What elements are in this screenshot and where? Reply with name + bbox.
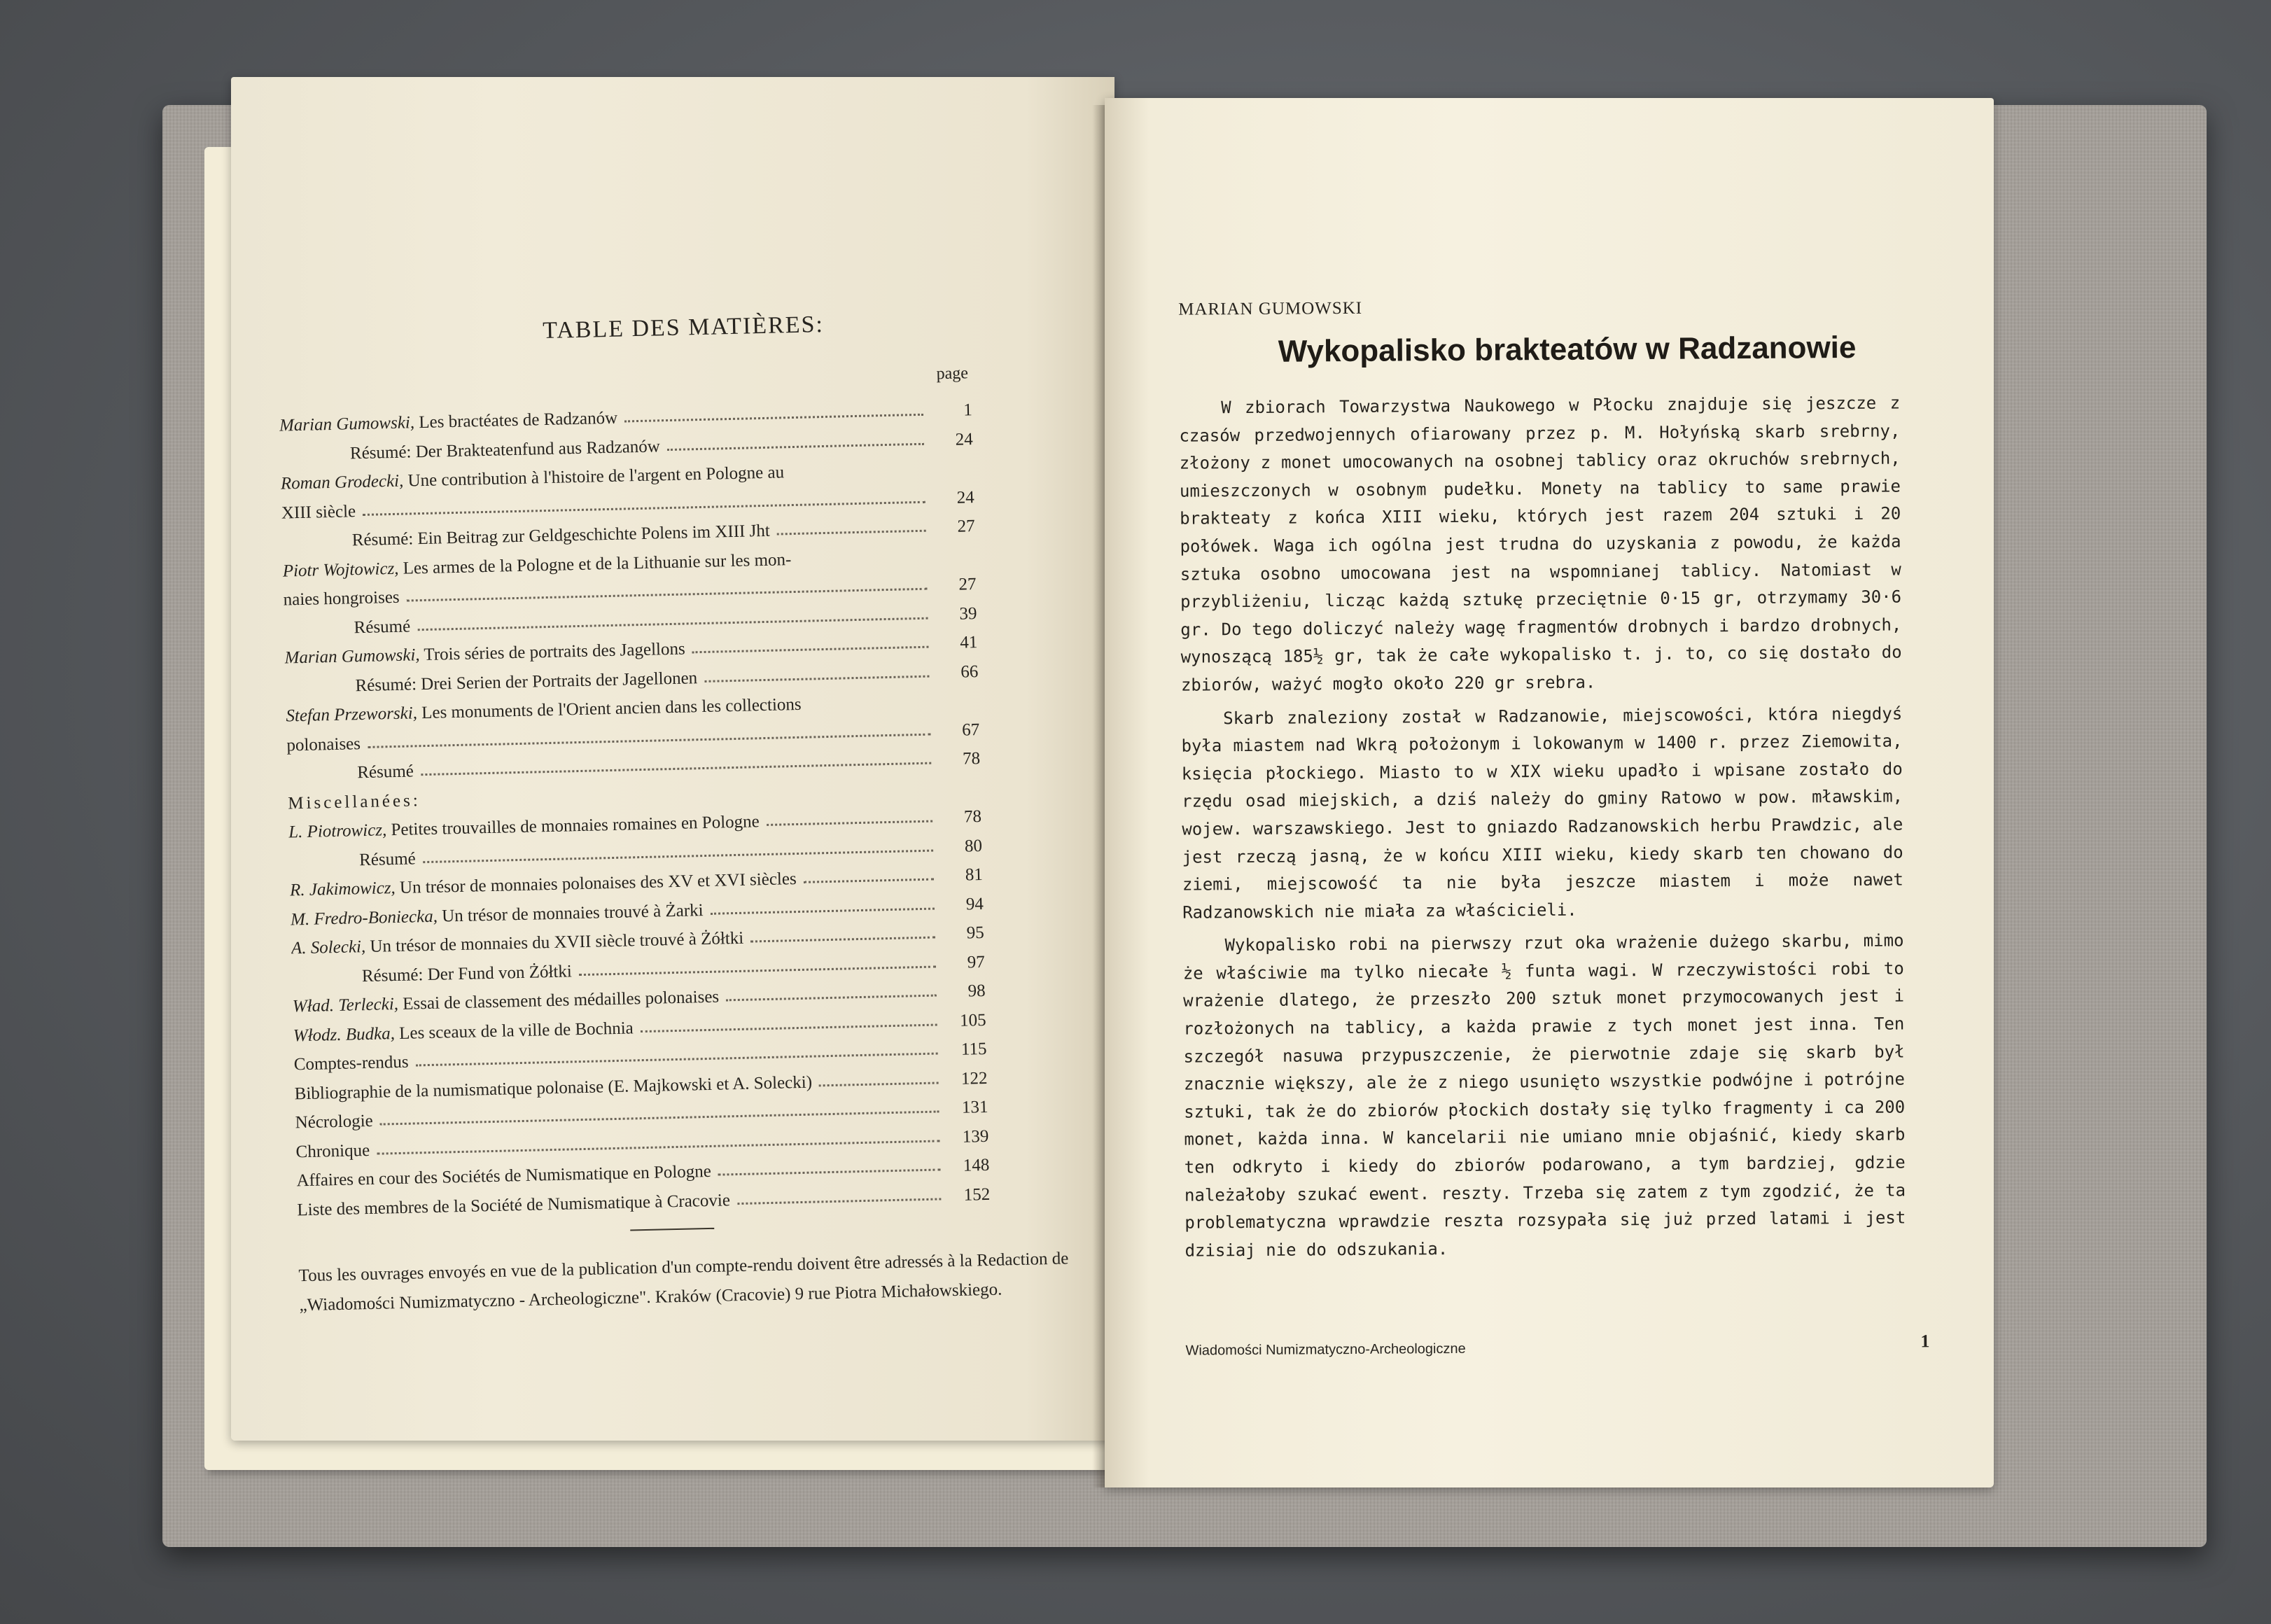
toc-entry-page: 27 [957, 517, 975, 536]
toc-entry-author: Roman Grodecki, [280, 471, 404, 493]
left-page [231, 77, 1114, 1441]
toc-entry-title: A. Solecki, Un trésor de monnaies du XVII siècle trouvé à Żółtki [291, 928, 744, 958]
toc-leader-dots [667, 442, 924, 450]
right-page [1105, 98, 1994, 1488]
toc-leader-dots [711, 907, 935, 914]
toc-entry-page: 131 [961, 1097, 988, 1117]
toc-entry-page: 152 [963, 1184, 991, 1205]
toc-entry-title: Résumé: Der Fund von Żółtki [361, 961, 573, 986]
toc-entry-title: Marian Gumowski, Trois séries de portraits des Jagellons [284, 639, 685, 668]
toc-entry-page: 95 [966, 923, 985, 943]
toc-note: Tous les ouvrages envoyés en vue de la publication d'un compte-rendu doivent être adressés à la Redaction de „Wiadomości Numizmatyczno - Archeologiczne". Kraków (Cracovie) 9 rue Piotra Michałowskiego. [298, 1249, 1069, 1315]
toc-entry-title: Affaires en cour des Sociétés de Numismatique en Pologne [296, 1161, 712, 1191]
toc-entry-title: naies hongroises [283, 587, 400, 610]
article-author: MARIAN GUMOWSKI [1178, 298, 1363, 319]
toc-entry-title: R. Jakimowicz, Un trésor de monnaies polonaises des XV et XVI siècles [289, 869, 797, 900]
toc-entry-author: L. Piotrowicz, [288, 820, 387, 842]
toc-entry-author: Wład. Terlecki, [292, 994, 399, 1016]
toc-entry-author: Marian Gumowski, [284, 645, 420, 668]
paragraph: W zbiorach Towarzystwa Naukowego w Płocku znajduje się jeszcze z czasów przedwojennych ofiarowany przez p. M. Hołyńską skarb srebrny, złożony z monet umocowanych na osobnej tablicy oraz okruchów srebrnych, umieszczonych w osobnym pudełku. Monety na tablicy to same prawie brakteaty z końca XIII wieku, których jest razem 204 sztuki i 20 połówek. Waga ich ogólna jest trudna do uzyskania z powodu, że każda sztuka osobno umocowana jest na wspomnianej tablicy. Natomiast w przybliżeniu, licząc każdą sztukę przeciętnie 0·15 gr, otrzymamy 30·6 gr. Do tego doliczyć należy wagę fragmentów drobnych i bardzo drobnych, wynoszącą 185½ gr, tak że całe wykopalisko t. j. to, co się dostało do zbiorów, ważyć mogło około 220 gr srebra. [1179, 393, 1902, 695]
toc-entry-author: Stefan Przeworski, [286, 704, 418, 726]
toc-leader-dots [819, 1082, 939, 1086]
toc-entry-title: Résumé: Drei Serien der Portraits der Jagellonen [355, 668, 698, 695]
paragraph: Wykopalisko robi na pierwszy rzut oka wrażenie dużego skarbu, mimo że właściwie ma tylko niecałe ½ funta wagi. W rzeczywistości robi to wrażenie dlatego, że przeszło 200 sztuk monet przymocowanych jest i rozłożonych na tablicy, a każda prawie z tych monet jest inna. Ten szczegół nasuwa przypuszczenie, że pierwotnie zdaje się skarb był znacznie większy, ale że z niego usunięto wszystkie podwójne i potrójne sztuki, tak że do zbiorów płockich dostały się tylko fragmenty i ca 200 monet, każda inna. W kancelarii nie umiano mnie objaśnić, kiedy skarb ten odkryto i kiedy do zbiorów podarowano, a tym bardziej, gdzie należałoby szukać ewent. reszty. Trzeba się zatem z tym zgodzić, że ta problematyczna wprawdzie reszta rozsypała się już przed latami i jest dzisiaj nie do odszukania. [1182, 930, 1906, 1261]
article [1100, 95, 1999, 1491]
toc-entry-author: R. Jakimowicz, [289, 878, 396, 900]
toc-heading: TABLE DES MATIÈRES: [542, 311, 825, 344]
toc-leader-dots [737, 1198, 941, 1205]
toc-entry-title: Liste des membres de la Société de Numismatique à Cracovie [297, 1190, 731, 1219]
toc-entry-page: 24 [955, 429, 974, 449]
toc-entry-page: 78 [962, 749, 981, 769]
toc-entry-page: 97 [967, 952, 985, 972]
toc-leader-dots [777, 530, 926, 536]
toc-entry-page: 94 [965, 894, 984, 914]
toc-entry-author: A. Solecki, [291, 937, 366, 958]
toc-entry-title: Résumé: Ein Beitrag zur Geldgeschichte Polens im XIII Jht [351, 521, 771, 550]
toc-entry-title: L. Piotrowicz, Petites trouvailles de monnaies romaines en Pologne [288, 812, 760, 842]
toc-list [223, 389, 1107, 1219]
toc-entry-title: XIII siècle [281, 501, 356, 523]
toc-entry-page: 67 [961, 720, 980, 740]
toc-entry-title: Miscellanées: [287, 790, 421, 813]
toc-entry-page: 39 [959, 603, 977, 624]
toc-entry-author: Włodz. Budka, [293, 1023, 396, 1045]
toc-entry-title: Résumé [354, 616, 411, 637]
toc-entry-title: Nécrologie [295, 1111, 373, 1133]
toc-entry-page: 78 [963, 807, 982, 827]
toc-entry-page: 66 [960, 662, 979, 682]
toc-entry-title: Comptes-rendus [293, 1052, 409, 1074]
toc-entry-page: 115 [960, 1039, 987, 1059]
toc-entry-page: 105 [959, 1010, 986, 1030]
toc-entry-author: Marian Gumowski, [279, 413, 415, 435]
toc-entry-page: 81 [965, 864, 984, 885]
toc-entry-title: Stefan Przeworski, Les monuments de l'Orient ancien dans les collections [286, 694, 802, 726]
toc-entry-title: Roman Grodecki, Une contribution à l'histoire de l'argent en Pologne au [280, 463, 785, 493]
toc-leader-dots [704, 675, 929, 682]
toc-entry-title: Marian Gumowski, Les bractéates de Radzanów [279, 408, 618, 435]
toc-entry-page: 27 [958, 575, 977, 594]
toc-divider [630, 1228, 714, 1231]
toc-leader-dots [767, 820, 932, 826]
toc-entry-page: 41 [960, 633, 978, 652]
toc-entry-author: M. Fredro-Boniecka, [290, 906, 438, 929]
toc-entry-title: polonaises [286, 734, 361, 755]
toc-entry-title: Résumé [358, 848, 416, 869]
toc-entry-author: Piotr Wojtowicz, [282, 559, 399, 581]
toc-entry-page: 24 [956, 487, 974, 507]
toc-entry-page: 148 [963, 1155, 990, 1175]
toc-entry-title: Bibliographie de la numismatique polonaise (E. Majkowski et A. Solecki) [294, 1072, 813, 1103]
toc-leader-dots [804, 878, 934, 883]
toc-leader-dots [692, 646, 929, 654]
toc-leader-dots [641, 1023, 937, 1032]
toc-leader-dots [624, 414, 923, 423]
toc-entry-title: Chronique [295, 1140, 370, 1161]
table-of-contents [216, 67, 1130, 1450]
toc-leader-dots [718, 1168, 941, 1175]
paragraph: Skarb znaleziony został w Radzanowie, miejscowości, która niegdyś była miastem nad Wkrą położonym i lokowanym w 1400 r. przez Ziemowita, księcia płockiego. Miasto to w XIX wieku upadło i wpisane zostało do rzędu osad miejskich, a dziś należy do gminy Ratowo w pow. mławskim, wojew. warszawskiego. Jest to gniazdo Radzanowskich herbu Prawdzic, ale jest rzeczą jasną, że w końcu XIII wieku, kiedy skarb ten chowano do ziemi, miejscowość ta nie była jeszcze miastem i może nawet Radzanowskich nie miała za właścicieli. [1181, 704, 1903, 923]
journal-footer: Wiadomości Numizmatyczno-Archeologiczne [1185, 1340, 1466, 1359]
toc-entry-title: Résumé: Der Brakteatenfund aus Radzanów [349, 436, 661, 463]
toc-entry-page: 122 [960, 1068, 988, 1088]
page-number: 1 [1920, 1331, 1930, 1352]
article-title: Wykopalisko brakteatów w Radzanowie [1278, 330, 1857, 369]
toc-entry-title: Wład. Terlecki, Essai de classement des médailles polonaises [292, 987, 720, 1016]
article-body [1179, 389, 1906, 1270]
toc-entry-page: 1 [963, 400, 973, 420]
toc-entry-title: Włodz. Budka, Les sceaux de la ville de Bochnia [293, 1018, 634, 1045]
toc-page-column-label: page [936, 364, 969, 384]
toc-entry-title: Piotr Wojtowicz, Les armes de la Pologne et de la Lithuanie sur les mon- [282, 550, 792, 581]
toc-entry-title: M. Fredro-Boniecka, Un trésor de monnaies trouvé à Żarki [290, 900, 704, 929]
toc-entry-page: 139 [962, 1126, 989, 1147]
toc-entry-page: 98 [967, 981, 986, 1001]
toc-leader-dots [726, 995, 937, 1002]
toc-entry-title: Résumé [357, 762, 414, 783]
toc-entry-page: 80 [964, 836, 983, 856]
toc-leader-dots [750, 937, 935, 943]
toc-leader-dots [579, 965, 936, 976]
